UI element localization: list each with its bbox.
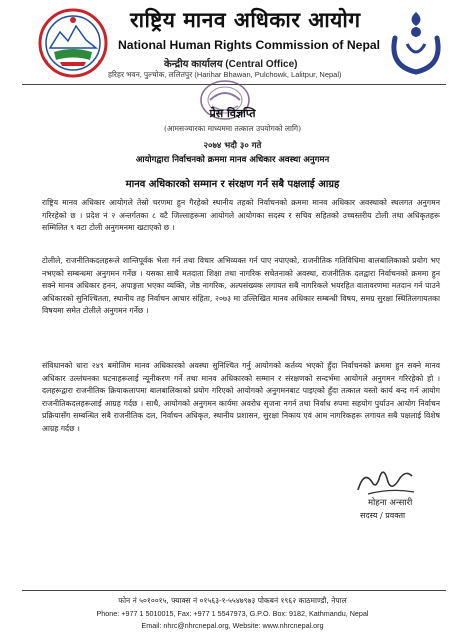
signatory-name: मोहना अन्सारी xyxy=(368,498,413,508)
release-subject: आयोगद्वारा निर्वाचनको क्रममा मानव अधिकार अवस्था अनुगमन xyxy=(135,155,330,165)
central-office-label: केन्द्रीय कार्यालय (Central Office) xyxy=(164,59,298,70)
commission-name-english: National Human Rights Commission of Nepal xyxy=(118,38,381,52)
nepal-emblem-icon xyxy=(38,8,108,78)
body-paragraph-3: संविधानको धारा २४९ बमोजिम मानव अधिकारको अवस्था सुनिश्चित गर्नु आयोगको कर्तव्य भएको हुँदा निर्वाचनको क्रममा हुन सक्ने मानव अधिकार उल्लंघनका घटनाहरूलाई न्यूनीकरण गर्ने तथा मानव अधिकारको सम्मान र संरक्षणको सन्दर्भमा आयोगले अनुगमन गरिरहेको हो । दलहरूद्वारा राजनीतिक क्रियाकलापमा बालबालिकाको प्रयोग गरिएको आयोगको अनुगमनबाट पाइएको हुँदा तत्काल यस्तो कार्य बन्द गर्न आयोग राजनीतिकदलहरूलाई आग्रह गर्दछ । साथै, आयोगको अनुगमन कार्यमा अवरोध सृजना नगर्न तथा निर्वाध रुपमा सहयोग पुर्याउन आयोग निर्वाचन प्रक्रियासँग सम्बन्धित सबै राजनीतिक दल, निर्वाचन अधिकृत, स्थानीय प्रशासन, सुरक्षा निकाय एवं आम नागरिकहरू लगायत सबै पक्षलाई विशेष आग्रह गर्दछ । xyxy=(42,361,440,433)
release-title: मानव अधिकारको सम्मान र संरक्षण गर्न सबै पक्षलाई आग्रह xyxy=(125,179,340,190)
body-paragraph-2: टोलीले, राजनीतिकदलहरूले शान्तिपूर्वक भेला गर्न तथा विचार अभिव्यक्त गर्न पाए नपाएको, राजनीतिक गतिविधिमा बालबालिकाको प्रयोग भए नभएको सम्बन्धमा अनुगमन गर्नेछ । यसका साथै मतदाता शिक्षा तथा नागरिक सचेतनाको अवस्था, राजनीतिक दलद्वारा निर्वाचनको क्रममा हुन सक्ने मानव अधिकार हनन, अपाङ्गता भएका व्यक्ति, जेष्ठ नागरिक, अल्पसंख्यक लगायत सबै नागरिकले भयरहित वातावरणमा मतदान गर्न पाउने अधिकारको सुनिश्चितता, स्थानीय तह निर्वाचन आचार संहिता, २०७३ मा उल्लिखित मानव अधिकार सम्बन्धी विषय, समग्र सुरक्षा स्थितिलगायतका विषयमा समेत टोलीले अनुगमन गर्नेछ । xyxy=(42,256,440,316)
office-address: हरिहर भवन, पुल्चोक, ललितपुर (Harihar Bhawan, Pulchowk, Lalitpur, Nepal) xyxy=(108,70,342,79)
footer-divider xyxy=(22,590,446,591)
press-release-heading: प्रेस विज्ञप्ति xyxy=(209,107,256,120)
nhrc-logo-icon xyxy=(385,8,447,78)
release-date: २०७४ भदौ ३० गते xyxy=(203,141,262,151)
press-release-subheading: (आमसञ्चारका माध्यममा तत्काल उपयोगको लागि) xyxy=(163,124,302,133)
footer-contact-english: Phone: +977 1 5010015, Fax: +977 1 5547973, G.P.O. Box: 9182, Kathmandu, Nepal xyxy=(96,609,369,618)
footer-contact-nepali: फोन नं ५०१००१५, फ्याक्स नं ०१५६३-१-५५४७९७३ पोकबनं १९६२ काठमाण्डौ, नेपाल xyxy=(118,596,347,605)
signatory-title: सदस्य / प्रवक्ता xyxy=(360,511,406,520)
footer-email-website: Email: nhrc@nhrcnepal.org, Website: www.nhrcnepal.org xyxy=(141,621,324,630)
signature-icon xyxy=(350,462,420,500)
commission-name-nepali: राष्ट्रिय मानव अधिकार आयोग xyxy=(130,7,361,32)
body-paragraph-1: राष्ट्रिय मानव अधिकार आयोगले तेस्रो चरणमा हुन गैरहेको स्थानीय तहको निर्वाचनको क्रममा मानव अधिकार अवस्थाको स्थलगत अनुगमन गरिरहेको छ । प्रदेश नं २ अन्तर्गतका ८ वटै जिल्लाहरूमा आयोगले आयोगका सदस्य र सचिव सहितको उच्चस्तरीय टोली तथा अधिकृतहरू सम्मिलित ९ वटा टोली अनुगमनमा खटाएको छ । xyxy=(42,198,440,233)
